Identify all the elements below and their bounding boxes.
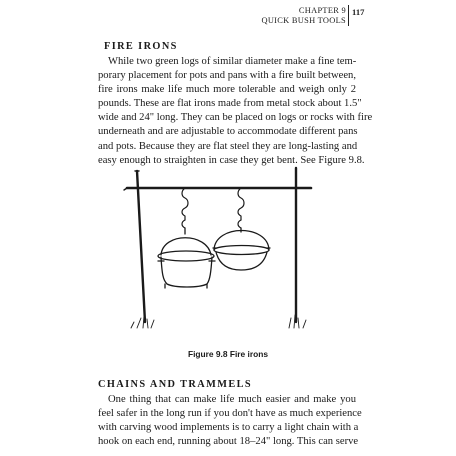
body-line: easy enough to straighten in case they get bent. See Figure 9.8. [98, 154, 365, 166]
body-line: and pots. Because they are flat steel they are long-lasting and [98, 140, 358, 152]
body-line: underneath and are adjustable to accommodate different pans [98, 126, 358, 138]
pot-hook-left [182, 188, 188, 228]
left-pot [158, 228, 215, 288]
section-heading-fire-irons: FIRE IRONS [104, 41, 178, 52]
body-line: wide and 24" long. They can be placed on logs or rocks with fire [98, 112, 373, 124]
grass-tufts [131, 315, 306, 328]
pot-hook-right [238, 188, 244, 228]
body-line: pounds. These are flat irons made from metal stock about 1.5" [98, 98, 362, 110]
left-stake [135, 171, 145, 322]
header-divider [348, 5, 349, 26]
body-line: fire irons make life much more tolerable and weigh only 2 [98, 84, 356, 96]
chapter-title: QUICK BUSH TOOLS [261, 16, 346, 25]
page-number: 117 [352, 7, 365, 17]
chapter-label: CHAPTER 9 [298, 6, 346, 15]
body-line: hook on each end, running about 18–24" long. This can serve [98, 436, 359, 448]
body-line: with carving wood implements is to carry a light chain with a [98, 422, 359, 434]
body-line: feel safer in the long run if you don't have as much experience [98, 408, 362, 420]
body-line: One thing that can make life much easier and make you [108, 394, 356, 405]
crossbar [124, 188, 311, 190]
figure-caption: Figure 9.8 Fire irons [187, 349, 269, 359]
fire-irons-illustration [115, 162, 330, 342]
body-line: While two green logs of similar diameter make a fine tem- [108, 56, 357, 67]
running-header [261, 6, 346, 26]
body-line: porary placement for pots and pans with a fire built between, [98, 70, 356, 82]
section-heading-chains-and-trammels: CHAINS AND TRAMMELS [98, 379, 252, 390]
section-body-chains-and-trammels [98, 393, 362, 449]
right-pot [213, 228, 270, 270]
section-body-fire-irons [98, 55, 373, 168]
